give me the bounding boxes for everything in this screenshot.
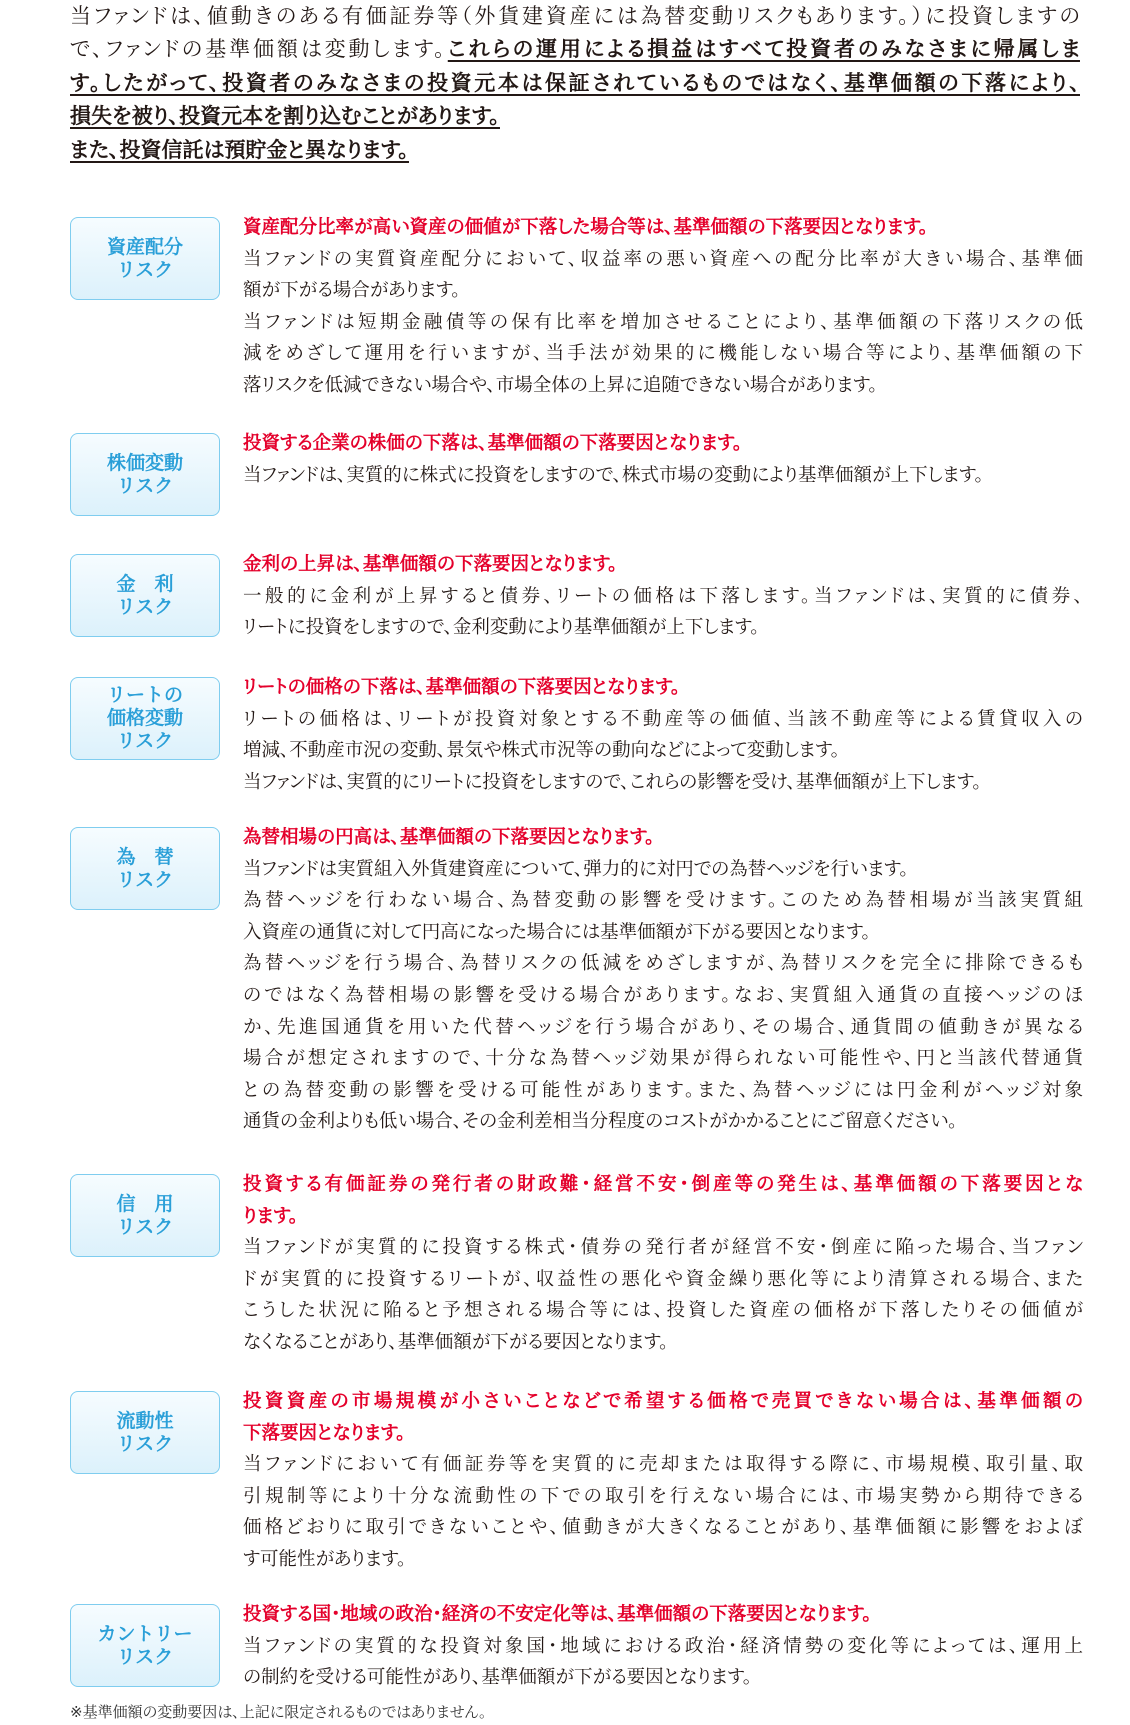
risk-description <box>243 212 1083 402</box>
risk-paragraph <box>243 581 1083 644</box>
risk-paragraph <box>243 244 1083 307</box>
risk-label-box <box>70 554 220 637</box>
risk-body-line: 一般的に金利が上昇すると債券、リートの価格は下落します。当ファンドは、実質的に債券、 <box>243 585 1083 607</box>
risk-description <box>243 428 1083 491</box>
risk-label-line: 金 利 <box>116 572 174 595</box>
risk-heading-line: 投資する有価証券の発行者の財政難・経営不安・倒産等の発生は、基準価額の下落要因とな <box>243 1174 1083 1195</box>
risk-body-line: 落リスクを低減できない場合や、市場全体の上昇に追随できない場合があります。 <box>243 374 878 396</box>
risk-body-line: リートに投資をしますので、金利変動により基準価額が上下します。 <box>243 617 760 639</box>
risk-label-line: 株価変動 <box>106 451 183 474</box>
risk-heading-line: 下落要因となります。 <box>243 1422 406 1444</box>
risk-body-line: か、先進国通貨を用いた代替ヘッジを行う場合があり、その場合、通貨間の値動きが異なる <box>243 1016 1083 1038</box>
intro-emphasis-text: また、投資信託は預貯金と異なります。 <box>70 137 409 162</box>
risk-body-line: 価格どおりに取引できないことや、値動きが大きくなることがあり、基準価額に影響をおよぼ <box>243 1517 1083 1539</box>
risk-label-line: 資産配分 <box>106 235 183 258</box>
risk-body-line: 入資産の通貨に対して円高になった場合には基準価額が下がる要因となります。 <box>243 921 871 943</box>
risk-label-box <box>70 827 220 910</box>
risk-heading-line: 為替相場の円高は、基準価額の下落要因となります。 <box>243 827 655 848</box>
risk-body-line: 当ファンドは実質組入外貨建資産について、弾力的に対円での為替ヘッジを行います。 <box>243 858 909 880</box>
risk-label-line: カントリー <box>97 1622 193 1645</box>
risk-label-line: リスク <box>116 730 174 752</box>
risk-description <box>243 1386 1083 1576</box>
risk-heading <box>243 1386 1083 1449</box>
intro-emphasis-text: す。したがって、投資者のみなさまの投資元本は保証されているものではなく、基準価額の下落により、 <box>70 70 1080 95</box>
risk-description <box>243 1599 1083 1694</box>
risk-heading <box>243 428 1083 460</box>
risk-heading <box>243 1599 1083 1631</box>
risk-label-box <box>70 217 220 300</box>
risk-heading <box>243 212 1083 244</box>
risk-label-line: リスク <box>116 868 174 891</box>
risk-label-line: リスク <box>116 1645 174 1668</box>
risk-body-line: 当ファンドの実質的な投資対象国・地域における政治・経済情勢の変化等によっては、運用上 <box>243 1635 1083 1657</box>
risk-heading-line: ります。 <box>243 1205 299 1227</box>
risk-label-line: 価格変動 <box>106 707 183 729</box>
risk-paragraph <box>243 948 1083 1138</box>
risk-label-box <box>70 433 220 516</box>
risk-body-line: 額が下がる場合があります。 <box>243 280 461 302</box>
risk-description <box>243 672 1083 798</box>
risk-paragraph <box>243 885 1083 948</box>
intro-emphasis-text: 損失を被り、投資元本を割り込むことがあります。 <box>70 104 500 129</box>
risk-body-line: 当ファンドは短期金融債等の保有比率を増加させることにより、基準価額の下落リスクの低 <box>243 311 1083 333</box>
risk-label-box <box>70 1174 220 1257</box>
risk-label-line: リスク <box>116 1215 174 1238</box>
intro-emphasis-text: これらの運用による損益はすべて投資者のみなさまに帰属しま <box>447 37 1080 62</box>
risk-paragraph <box>243 854 1083 886</box>
risk-body-line: 為替ヘッジを行う場合、為替リスクの低減をめざしますが、為替リスクを完全に排除できるも <box>243 953 1083 975</box>
risk-heading-line: 投資する国・地域の政治・経済の不安定化等は、基準価額の下落要因となります。 <box>243 1604 872 1625</box>
risk-label-line: 信 用 <box>116 1192 174 1215</box>
risk-heading-line: 投資資産の市場規模が小さいことなどで希望する価格で売買できない場合は、基準価額の <box>243 1391 1083 1412</box>
risk-label-line: リスク <box>116 474 174 497</box>
risk-body-line: ドが実質的に投資するリートが、収益性の悪化や資金繰り悪化等により清算される場合、また <box>243 1268 1083 1290</box>
risk-label-line: リスク <box>116 595 174 618</box>
risk-label-line: リスク <box>116 1432 174 1455</box>
risk-label-line: 為 替 <box>116 845 174 868</box>
risk-paragraph <box>243 1631 1083 1694</box>
risk-body-line: 減をめざして運用を行いますが、当手法が効果的に機能しない場合等により、基準価額の下 <box>243 343 1083 365</box>
risk-body-line: の制約を受ける可能性があり、基準価額が下がる要因となります。 <box>243 1667 753 1689</box>
risk-label-line: 流動性 <box>116 1409 174 1432</box>
intro-text: 当ファンドは、値動きのある有価証券等（外貨建資産には為替変動リスクもあります。）に投資しますの <box>70 4 1080 28</box>
risk-paragraph <box>243 767 1083 799</box>
risk-body-line: のではなく為替相場の影響を受ける場合があります。なお、実質組入通貨の直接ヘッジのほ <box>243 984 1083 1006</box>
risk-body-line: 増減、不動産市況の変動、景気や株式市況等の動向などによって変動します。 <box>243 740 841 762</box>
intro-text: で、ファンドの基準価額は変動します。 <box>70 37 448 62</box>
risk-body-line: 当ファンドの実質資産配分において、収益率の悪い資産への配分比率が大きい場合、基準価 <box>243 248 1083 270</box>
risk-body-line: 当ファンドは、実質的にリートに投資をしますので、これらの影響を受け、基準価額が上下します。 <box>243 771 982 793</box>
risk-paragraph <box>243 1449 1083 1575</box>
risk-heading <box>243 1169 1083 1232</box>
risk-description <box>243 822 1083 1138</box>
risk-heading <box>243 822 1083 854</box>
risk-body-line: 場合が想定されますので、十分な為替ヘッジ効果が得られない可能性や、円と当該代替通貨 <box>243 1048 1083 1070</box>
risk-body-line: なくなることがあり、基準価額が下がる要因となります。 <box>243 1331 669 1353</box>
risk-heading <box>243 549 1083 581</box>
risk-paragraph <box>243 1232 1083 1358</box>
risk-body-line: こうした状況に陥ると予想される場合等には、投資した資産の価格が下落したりその価値が <box>243 1300 1083 1322</box>
footnote: ※基準価額の変動要因は、上記に限定されるものではありません。 <box>70 1703 487 1721</box>
risk-heading-line: リートの価格の下落は、基準価額の下落要因となります。 <box>243 677 681 698</box>
risk-label-line: リートの <box>106 684 183 706</box>
risk-label-box <box>70 677 220 760</box>
risk-paragraph <box>243 307 1083 402</box>
risk-description <box>243 1169 1083 1359</box>
risk-body-line: 為替ヘッジを行わない場合、為替変動の影響を受けます。このため為替相場が当該実質組 <box>243 890 1083 912</box>
risk-label-box <box>70 1391 220 1474</box>
risk-body-line: 引規制等により十分な流動性の下での取引を行えない場合には、市場実勢から期待できる <box>243 1485 1083 1507</box>
risk-label-box <box>70 1604 220 1687</box>
risk-heading <box>243 672 1083 704</box>
risk-body-line: リートの価格は、リートが投資対象とする不動産等の価値、当該不動産等による賃貸収入の <box>243 708 1083 730</box>
risk-label-line: リスク <box>116 258 174 281</box>
risk-heading-line: 資産配分比率が高い資産の価値が下落した場合等は、基準価額の下落要因となります。 <box>243 217 929 238</box>
risk-heading-line: 投資する企業の株価の下落は、基準価額の下落要因となります。 <box>243 433 743 454</box>
risk-body-line: 当ファンドが実質的に投資する株式・債券の発行者が経営不安・倒産に陥った場合、当ファン <box>243 1237 1083 1259</box>
risk-body-line: す可能性があります。 <box>243 1548 407 1570</box>
risk-paragraph <box>243 460 1083 492</box>
risk-paragraph <box>243 704 1083 767</box>
risk-body-line: 当ファンドにおいて有価証券等を実質的に売却または取得する際に、市場規模、取引量、取 <box>243 1454 1083 1476</box>
risk-body-line: との為替変動の影響を受ける可能性があります。また、為替ヘッジには円金利がヘッジ対象 <box>243 1079 1083 1101</box>
risk-body-line: 当ファンドは、実質的に株式に投資をしますので、株式市場の変動により基準価額が上下します。 <box>243 464 984 486</box>
risk-description <box>243 549 1083 644</box>
risk-heading-line: 金利の上昇は、基準価額の下落要因となります。 <box>243 554 618 575</box>
risk-body-line: 通貨の金利よりも低い場合、その金利差相当分程度のコストがかかることにご留意ください。 <box>243 1111 958 1133</box>
